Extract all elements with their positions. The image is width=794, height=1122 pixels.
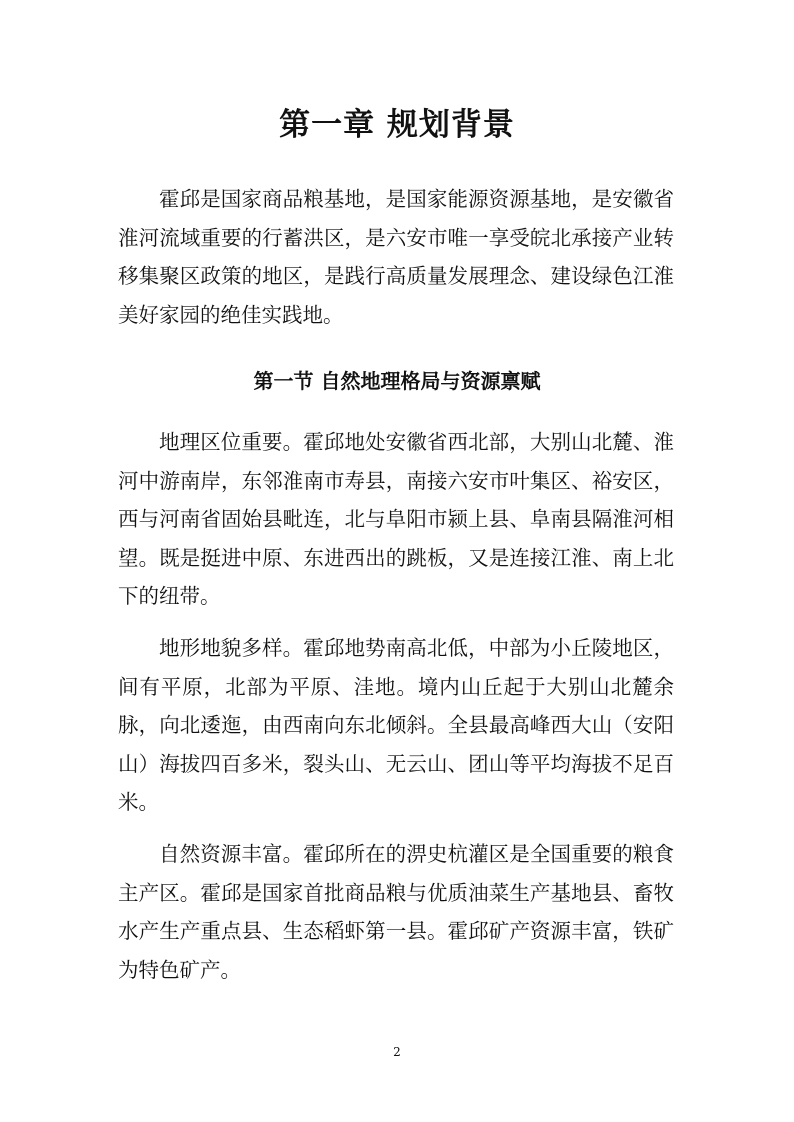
paragraph-lead: 地形地貌多样。: [159, 636, 304, 660]
paragraph-body: 霍邱地处安徽省西北部，大别山北麓、淮河中游南岸，东邻淮南市寿县，南接六安市叶集区、裕安区，西与河南省固始县毗连，北与阜阳市颍上县、阜南县隔淮河相望。既是挺进中原、东进西出的跳板，又是连接江淮、南上北下的纽带。: [118, 430, 675, 608]
paragraph-terrain: [118, 629, 674, 822]
section-title: 第一节 自然地理格局与资源禀赋: [253, 369, 541, 393]
paragraph-body: 霍邱所在的淠史杭灌区是全国重要的粮食主产区。霍邱是国家首批商品粮与优质油菜生产基地县、畜牧水产生产重点县、生态稻虾第一县。霍邱矿产资源丰富，铁矿为特色矿产。: [118, 842, 675, 982]
intro-paragraph: 霍邱是国家商品粮基地，是国家能源资源基地，是安徽省淮河流域重要的行蓄洪区，是六安市唯一享受皖北承接产业转移集聚区政策的地区，是践行高质量发展理念、建设绿色江淮美好家园的绝佳实践地。: [118, 187, 674, 327]
chapter-title: 第一章 规划背景: [279, 107, 515, 143]
page-number: 2: [393, 1045, 401, 1059]
paragraph-geographic-location: [118, 423, 674, 616]
paragraph-natural-resources: [118, 835, 674, 989]
paragraph-lead: 自然资源丰富。: [159, 842, 304, 866]
paragraph-lead: 地理区位重要。: [159, 430, 304, 454]
paragraph-body: 霍邱地势南高北低，中部为小丘陵地区，间有平原，北部为平原、洼地。境内山丘起于大别山北麓余脉，向北逶迤，由西南向东北倾斜。全县最高峰西大山（安阳山）海拔四百多米，裂头山、无云山、团山等平均海拔不足百米。: [118, 636, 675, 814]
